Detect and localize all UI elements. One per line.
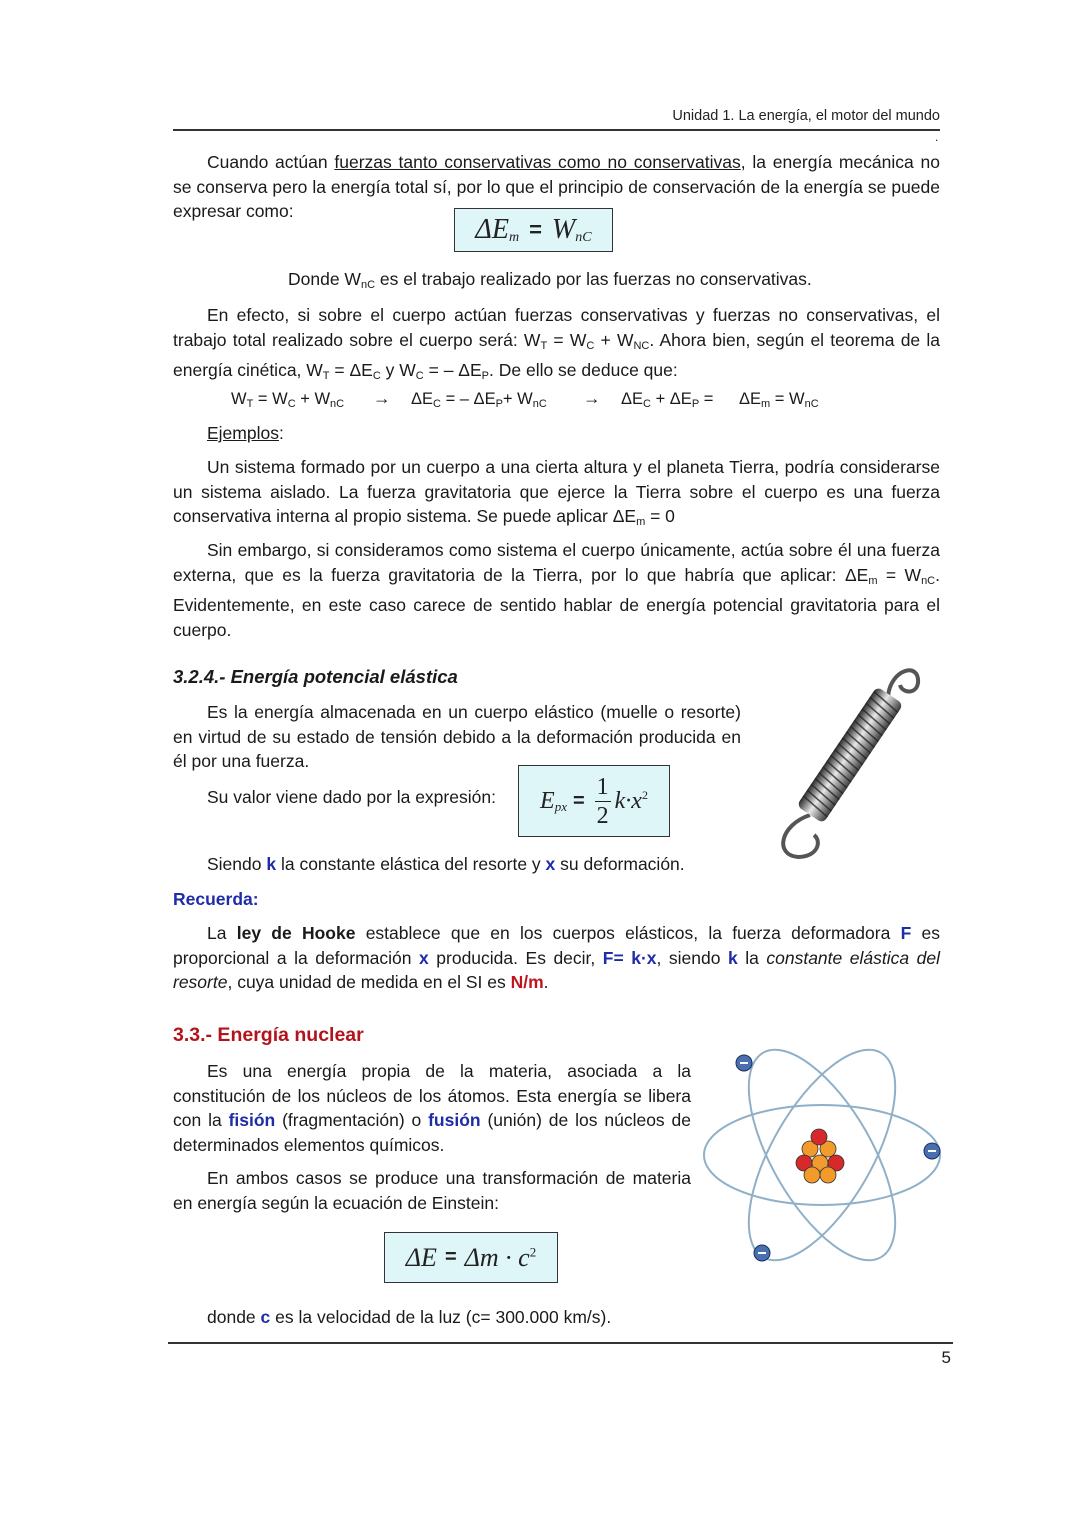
underlined-phrase: fuerzas tanto conservativas como no conservativas (334, 152, 741, 172)
paragraph-conservation: Cuando actúan fuerzas tanto conservativas como no conservativas, la energía mecánica no se conserva pero la energía total sí, por lo que el principio de conservación de la energía se puede expresar como: (173, 152, 940, 221)
wnc-definition: Donde $W_{nC}$ es el trabajo realizado por las fuerzas no conservativas. (288, 269, 812, 291)
paragraph-example-1: Un sistema formado por un cuerpo a una cierta altura y el planeta Tierra, podría considerarse un sistema aislado. La fuerza gravitatoria que ejerce la Tierra sobre el cuerpo es una fuerza conservativa interna al propio sistema. Se puede aplicar $\Delta E_m = 0$ (173, 457, 940, 528)
paragraph-hooke: La ley de Hooke establece que en los cuerpos elásticos, la fuerza deformadora F es proporcional a la deformación x producida. Es decir, F= k·x, siendo k la constante elástica del resorte, cuya unidad de medida en el SI es N/m. (173, 923, 940, 992)
paragraph-nuclear: Es una energía propia de la materia, asociada a la constitución de los núcleos de los átomos. Esta energía se libera con la fisión (fragmentación) o fusión (unión) de los núcleos de determinados elementos químicos. (173, 1061, 692, 1155)
examples-label: Ejemplos: (207, 423, 284, 443)
arrow-2: → (583, 388, 601, 408)
header-rule (173, 129, 940, 131)
header-dot: . (935, 130, 939, 144)
constant-definition: Siendo k la constante elástica del resorte y x su deformación. (207, 854, 685, 874)
paragraph-einstein: En ambos casos se produce una transformación de materia en energía según la ecuación de Einstein: (173, 1168, 691, 1213)
remember-label: Recuerda: (173, 889, 259, 909)
section-heading-nuclear: 3.3.- Energía nuclear (173, 1024, 364, 1046)
derivation-part-d: $\Delta E_m = W_{nC}$ (739, 390, 819, 410)
derivation-part-b: $\Delta E_C$ = – $\Delta E_P+ W_{nC}$ (411, 390, 547, 410)
running-header: Unidad 1. La energía, el motor del mundo (672, 108, 940, 124)
footer-rule (168, 1342, 953, 1344)
paragraph-example-2: Sin embargo, si consideramos como sistema el cuerpo únicamente, actúa sobre él una fuerza externa, que es la fuerza gravitatoria de la Tierra, por lo que habría que aplicar: $\Delta E_m = W_{nC}$. Evidentemente, en este caso carece de sentido hablar de energía potencial gravitatoria para el cuerpo. (173, 540, 940, 640)
arrow-1: → (373, 388, 391, 408)
page-number: 5 (941, 1348, 951, 1367)
formula-mechanical-energy: $\Delta E_m$ = $W_{nC}$ (454, 208, 613, 252)
expression-intro: Su valor viene dado por la expresión: (207, 787, 496, 807)
atom-image (700, 1045, 950, 1275)
paragraph-elastic: Es la energía almacenada en un cuerpo elástico (muelle o resorte) en virtud de su estado de tensión debido a la deformación producida en él por una fuerza. (173, 702, 741, 771)
section-heading-elastic: 3.2.4.- Energía potencial elástica (173, 666, 458, 687)
paragraph-work: En efecto, si sobre el cuerpo actúan fuerzas conservativas y fuerzas no conservativas, el trabajo total realizado sobre el cuerpo será: $W_T = W_C + W_{NC}$. Ahora bien, según el teorema de la energía cinética, $W_T = \Delta E_C$ y $W_C$ = – $\Delta E_P$. De ello se deduce que: (173, 305, 940, 382)
spring-image (770, 655, 930, 865)
formula-einstein: ΔE = $\Delta m \cdot c^2$ (384, 1232, 558, 1283)
speed-of-light-note: donde c es la velocidad de la luz (c= 300.000 km/s). (207, 1307, 612, 1327)
derivation-part-c: $\Delta E_C + \Delta E_P$ = (621, 390, 714, 410)
derivation-part-a: $W_T = W_C + W_{nC}$ (231, 390, 345, 410)
formula-elastic-energy: $E_{px}$ = $\frac{1}{2}$ $k\cdot x^2$ (518, 765, 670, 837)
